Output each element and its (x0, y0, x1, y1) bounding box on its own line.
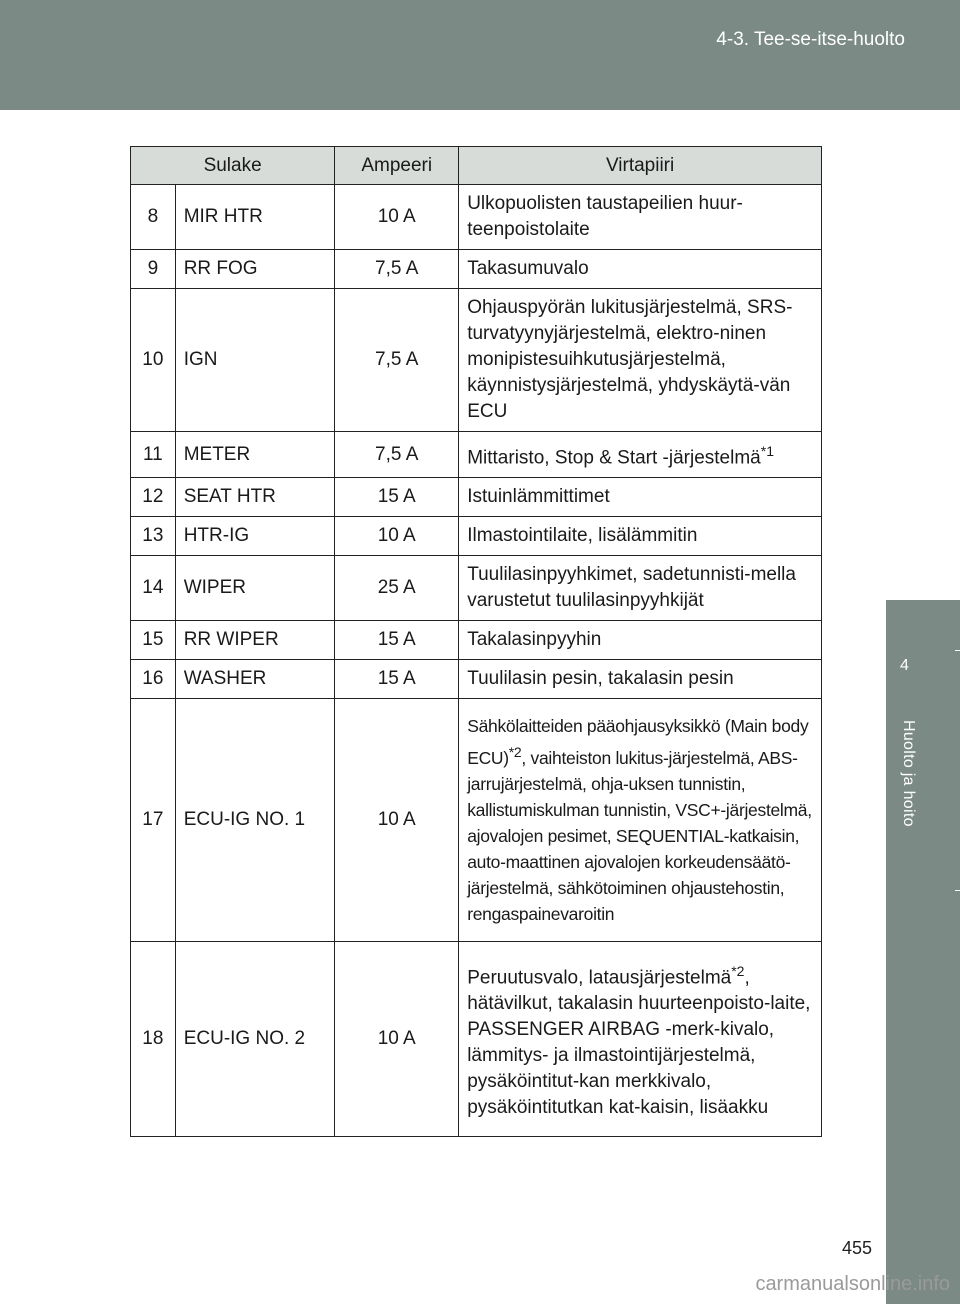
fuse-circuit: Istuinlämmittimet (459, 478, 822, 517)
fuse-name: ECU-IG NO. 1 (175, 699, 335, 942)
fuse-number: 8 (131, 185, 176, 250)
fuse-number: 11 (131, 432, 176, 478)
tick-mark (955, 650, 960, 651)
fuse-circuit: Ulkopuolisten taustapeilien huur-teenpoistolaite (459, 185, 822, 250)
fuse-ampere: 7,5 A (335, 289, 459, 432)
footnote-marker: *2 (508, 744, 522, 761)
circuit-text: Sähkölaitteiden pääohjausyksikkö (Main body ECU) (467, 716, 809, 769)
fuse-ampere: 15 A (335, 660, 459, 699)
circuit-text: Peruutusvalo, latausjärjestelmä (467, 966, 732, 988)
table-row (131, 942, 822, 1137)
fuse-ampere: 15 A (335, 478, 459, 517)
table-row (131, 478, 822, 517)
circuit-text: , hätävilkut, takalasin huurteenpoisto-laite, PASSENGER AIRBAG -merk-kivalo, lämmitys- ja ilmastointijärjestelmä, pysäköintitut-kan merkkivalo, pysäköintitutkan kat-kaisin, lisäakku (467, 966, 811, 1118)
chapter-number: 4 (900, 657, 909, 674)
fuse-number: 12 (131, 478, 176, 517)
fuse-number: 16 (131, 660, 176, 699)
fuse-circuit: Ilmastointilaite, lisälämmitin (459, 517, 822, 556)
fuse-name: MIR HTR (175, 185, 335, 250)
table-header-row (131, 147, 822, 185)
table-row (131, 250, 822, 289)
section-title: 4-3. Tee-se-itse-huolto (716, 29, 905, 50)
header-ampere: Ampeeri (335, 147, 459, 185)
fuse-number: 14 (131, 556, 176, 621)
fuse-ampere: 7,5 A (335, 250, 459, 289)
fuse-name: METER (175, 432, 335, 478)
fuse-name: WIPER (175, 556, 335, 621)
fuse-ampere: 15 A (335, 621, 459, 660)
fuse-number: 15 (131, 621, 176, 660)
header-fuse: Sulake (131, 147, 335, 185)
table-row (131, 660, 822, 699)
tick-mark (955, 890, 960, 891)
table-row (131, 185, 822, 250)
fuse-name: SEAT HTR (175, 478, 335, 517)
circuit-text: Mittaristo, Stop & Start -järjestelmä (467, 447, 761, 469)
fuse-ampere: 10 A (335, 517, 459, 556)
fuse-number: 18 (131, 942, 176, 1137)
header-bar (0, 0, 960, 110)
table-row (131, 517, 822, 556)
fuse-ampere: 25 A (335, 556, 459, 621)
fuse-number: 9 (131, 250, 176, 289)
fuse-circuit (459, 699, 822, 942)
fuse-ampere: 7,5 A (335, 432, 459, 478)
fuse-name: RR WIPER (175, 621, 335, 660)
fuse-name: ECU-IG NO. 2 (175, 942, 335, 1137)
fuse-name: HTR-IG (175, 517, 335, 556)
fuse-ampere: 10 A (335, 942, 459, 1137)
fuse-number: 13 (131, 517, 176, 556)
fuse-table (130, 146, 822, 1137)
fuse-circuit: Ohjauspyörän lukitusjärjestelmä, SRS-turvatyynyjärjestelmä, elektro-ninen monipistesuihkutusjärjestelmä, käynnistysjärjestelmä, yhdyskäytä-vän ECU (459, 289, 822, 432)
chapter-tab[interactable] (886, 600, 960, 714)
chapter-label: Huolto ja hoito (900, 720, 917, 827)
table-row (131, 556, 822, 621)
fuse-circuit (459, 432, 822, 478)
fuse-circuit (459, 942, 822, 1137)
table-row (131, 621, 822, 660)
table-row (131, 289, 822, 432)
fuse-name: IGN (175, 289, 335, 432)
circuit-text: , vaihteiston lukitus-järjestelmä, ABS-jarrujärjestelmä, ohja-uksen tunnistin, kallistumiskulman tunnistin, VSC+-järjestelmä, ajovalojen pesimet, SEQUENTIAL-katkaisin, auto-maattinen ajovalojen korkeudensäätö-järjestelmä, sähkötoiminen ohjaustehostin, rengaspainevaroitin (467, 748, 812, 925)
table-row (131, 699, 822, 942)
fuse-ampere: 10 A (335, 185, 459, 250)
fuse-number: 10 (131, 289, 176, 432)
fuse-name: RR FOG (175, 250, 335, 289)
fuse-circuit: Tuulilasinpyyhkimet, sadetunnisti-mella varustetut tuulilasinpyyhkijät (459, 556, 822, 621)
fuse-name: WASHER (175, 660, 335, 699)
fuse-ampere: 10 A (335, 699, 459, 942)
footnote-marker: *2 (731, 962, 745, 979)
table-row (131, 432, 822, 478)
fuse-circuit: Takalasinpyyhin (459, 621, 822, 660)
footnote-marker: *1 (760, 443, 774, 459)
fuse-circuit: Takasumuvalo (459, 250, 822, 289)
fuse-number: 17 (131, 699, 176, 942)
page-number: 455 (841, 1238, 872, 1258)
watermark: carmanualsonline.info (755, 1273, 950, 1295)
fuse-circuit: Tuulilasin pesin, takalasin pesin (459, 660, 822, 699)
header-circuit: Virtapiiri (459, 147, 822, 185)
